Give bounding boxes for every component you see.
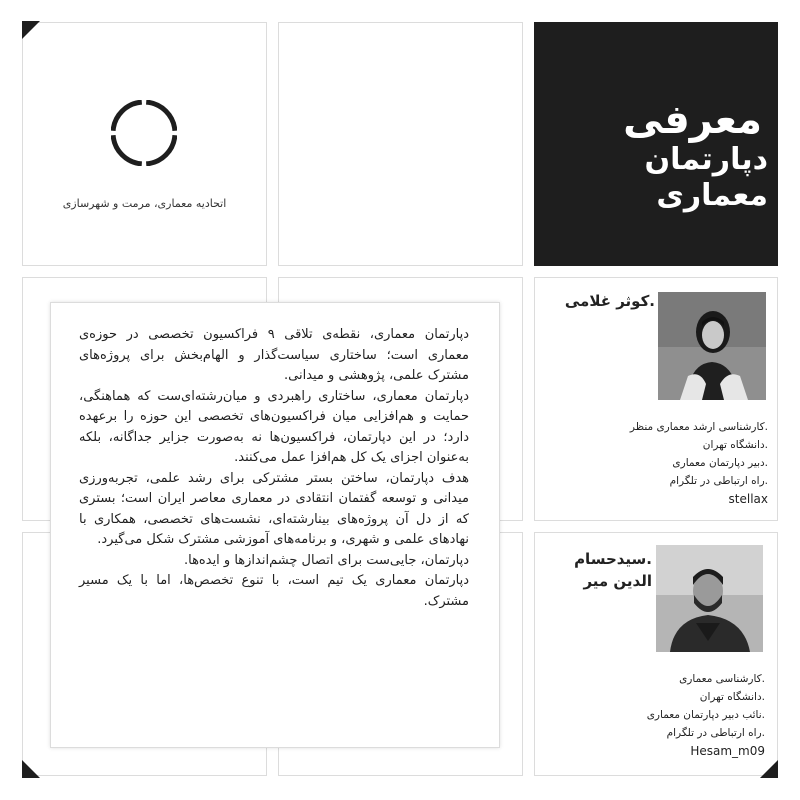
title-box — [534, 22, 778, 266]
profile-detail-line: .راه ارتباطی در تلگرام — [669, 475, 768, 487]
telegram-handle-link[interactable]: stellax — [728, 492, 768, 506]
profile-photo-gholami — [658, 292, 766, 400]
profile-detail-line: .دانشگاه تهران — [702, 439, 768, 451]
logo-caption: اتحادیه معماری، مرمت و شهرسازی — [62, 197, 227, 210]
person-photo-icon — [658, 292, 766, 400]
page-subtitle: دپارتمان معماری — [644, 142, 768, 213]
profile-name-mir: .سیدحسام الدین میر — [574, 550, 652, 590]
profile-detail-line: .راه ارتباطی در تلگرام — [666, 727, 765, 739]
description-paragraph: دپارتمان معماری، نقطه‌ی تلاقی ۹ فراکسیون تخصصی در حوزه‌ی معماری است؛ ساختاری سیاست‌گذار و الهام‌بخش برای پروژه‌های مشترک علمی، پژوهشی و میدانی. — [79, 327, 469, 383]
corner-mark-top-left — [22, 21, 40, 39]
profile-photo-mir — [656, 545, 763, 652]
profile-name-gholami: .کوثر غلامی — [564, 292, 655, 310]
description-paragraph: دپارتمان معماری، ساختاری راهبردی و میان‌رشته‌ای‌ست که هماهنگی، حمایت و هم‌افزایی میان فراکسیون‌های تخصصی این حوزه را برعهده دارد؛ در این دپارتمان، فراکسیون‌ها نه به‌صورت جزایر جداگانه، بلکه به‌عنوان اجزای یک کل هم‌افزا عمل می‌کنند. — [79, 388, 469, 465]
profile-details-gholami — [560, 418, 768, 508]
profile-detail-line: .کارشناسی ارشد معماری منظر — [629, 421, 768, 433]
corner-mark-bottom-left — [22, 760, 40, 778]
profile-detail-line: .کارشناسی معماری — [679, 673, 765, 685]
grid-cell-top-middle — [278, 22, 523, 266]
profile-detail-line: .دانشگاه تهران — [699, 691, 765, 703]
profile-detail-line: .نائب دبیر دپارتمان معماری — [646, 709, 765, 721]
description-card — [50, 302, 500, 748]
corner-mark-bottom-right — [760, 760, 778, 778]
profile-details-mir — [560, 670, 765, 760]
profile-detail-line: .دبیر دپارتمان معماری — [672, 457, 768, 469]
description-paragraph: هدف دپارتمان، ساختن بستر مشترکی برای رشد علمی، تجربه‌ورزی میدانی و توسعه گفتمان انتقادی در معماری معاصر ایران است؛ بستری که از دل آن پروژه‌های بینارشته‌ای، نشست‌های تخصصی، همکاری با نهادهای علمی و شهری، و برنامه‌های آموزشی مشترک شکل می‌گیرد. — [79, 470, 469, 547]
description-paragraph: دپارتمان، جایی‌ست برای اتصال چشم‌اندازها و ایده‌ها. — [183, 552, 469, 568]
description-paragraph: دپارتمان معماری یک تیم است، با تنوع تخصص‌ها، اما با یک مسیر مشترک. — [79, 573, 469, 609]
union-logo-icon — [111, 100, 177, 166]
telegram-handle-link[interactable]: Hesam_m09 — [690, 744, 765, 758]
person-photo-icon — [656, 545, 763, 652]
page-title: معرفی — [623, 97, 762, 143]
